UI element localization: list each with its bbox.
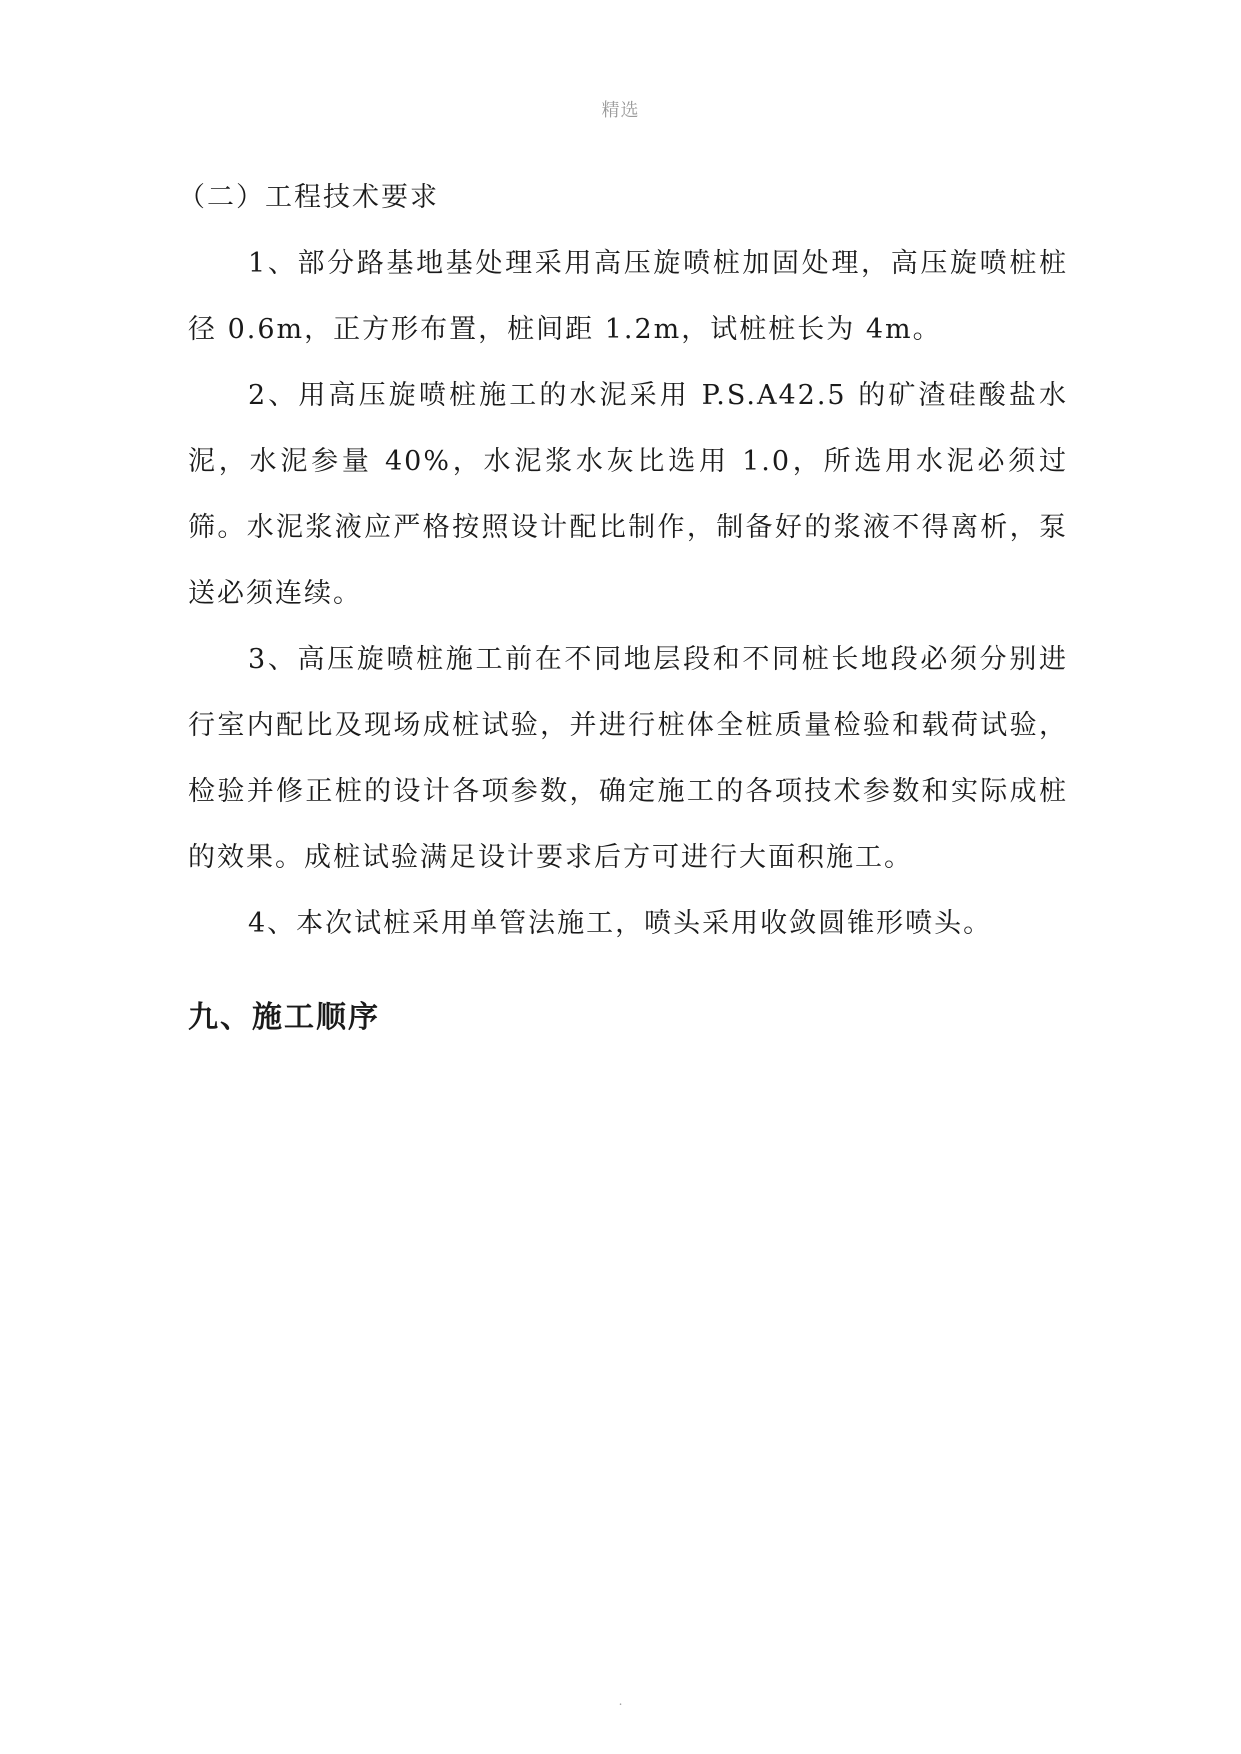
document-body	[178, 165, 1068, 1051]
paragraph-1: 1、部分路基地基处理采用高压旋喷桩加固处理，高压旋喷桩桩径 0.6m，正方形布置，桩间距 1.2m，试桩桩长为 4m。	[188, 248, 1068, 345]
page-footer: .	[618, 1694, 623, 1708]
paragraph-4: 4、本次试桩采用单管法施工，喷头采用收敛圆锥形喷头。	[248, 908, 993, 939]
subheading-engineering-requirements: （二）工程技术要求	[178, 182, 439, 213]
paragraph-3: 3、高压旋喷桩施工前在不同地层段和不同桩长地段必须分别进行室内配比及现场成桩试验，并进行桩体全桩质量检验和载荷试验，检验并修正桩的设计各项参数，确定施工的各项技术参数和实际成桩的效果。成桩试验满足设计要求后方可进行大面积施工。	[188, 644, 1068, 873]
paragraph-2: 2、用高压旋喷桩施工的水泥采用 P.S.A42.5 的矿渣硅酸盐水泥，水泥参量 40%，水泥浆水灰比选用 1.0，所选用水泥必须过筛。水泥浆液应严格按照设计配比制作，制备好的浆液不得离析，泵送必须连续。	[188, 380, 1068, 609]
section-heading-construction-sequence: 九、施工顺序	[188, 1000, 380, 1035]
page-header: 精选	[601, 100, 640, 121]
